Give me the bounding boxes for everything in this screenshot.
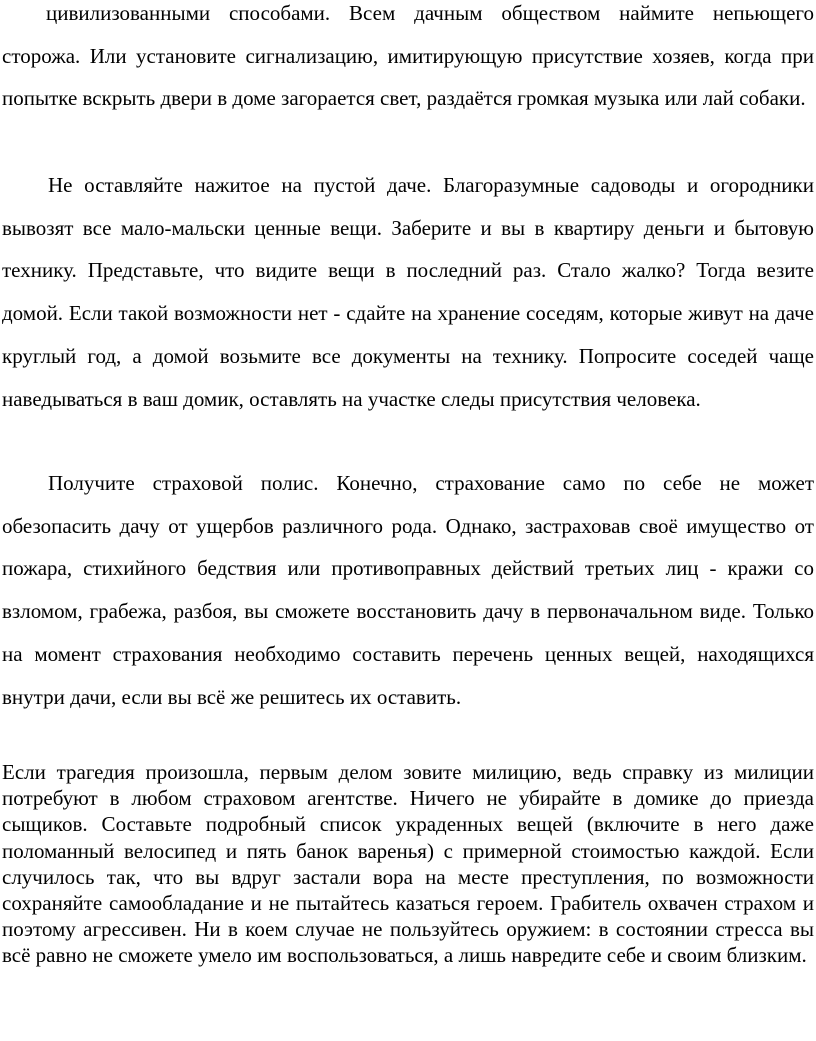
paragraph: Не оставляйте нажитое на пустой даче. Благоразумные садоводы и огородники вывозят все мало-мальски ценные вещи. Заберите и вы в квартиру деньги и бытовую технику. Представьте, что видите вещи в последний раз. Стало жалко? Тогда везите домой. Если такой возможности нет - сдайте на хранение соседям, которые живут на даче круглый год, а домой возьмите все документы на технику. Попросите соседей чаще наведываться в ваш домик, оставлять на участке следы присутствия человека. xyxy=(2,173,814,411)
paragraph: Получите страховой полис. Конечно, страхование само по себе не может обезопасить дачу от ущербов различного рода. Однако, застраховав своё имущество от пожара, стихийного бедствия или противоправных действий третьих лиц - кражи со взломом, грабежа, разбоя, вы сможете восстановить дачу в первоначальном виде. Только на момент страхования необходимо составить перечень ценных вещей, находящихся внутри дачи, если вы всё же решитесь их оставить. xyxy=(2,471,814,709)
paragraph: Если трагедия произошла, первым делом зовите милицию, ведь справку из милиции потребуют в любом страховом агентстве. Ничего не убирайте в домике до приезда сыщиков. Составьте подробный список украденных вещей (включите в него даже поломанный велосипед и пять банок варенья) с примерной стоимостью каждой. Если случилось так, что вы вдруг застали вора на месте преступления, по возможности сохраняйте самообладание и не пытайтесь казаться героем. Грабитель охвачен страхом и поэтому агрессивен. Ни в коем случае не пользуйтесь оружием: в состоянии стресса вы всё равно не сможете умело им воспользоваться, а лишь навредите себе и своим близким. xyxy=(2,760,814,968)
paragraph-text: цивилизованными способами. Всем дачным обществом наймите непьющего сторожа. Или установите сигнализацию, имитирующую присутствие хозяев, когда при попытке вскрыть двери в доме загорается свет, раздаётся громкая музыка или лай собаки. xyxy=(2,1,814,111)
paragraph-continued xyxy=(2,0,814,120)
